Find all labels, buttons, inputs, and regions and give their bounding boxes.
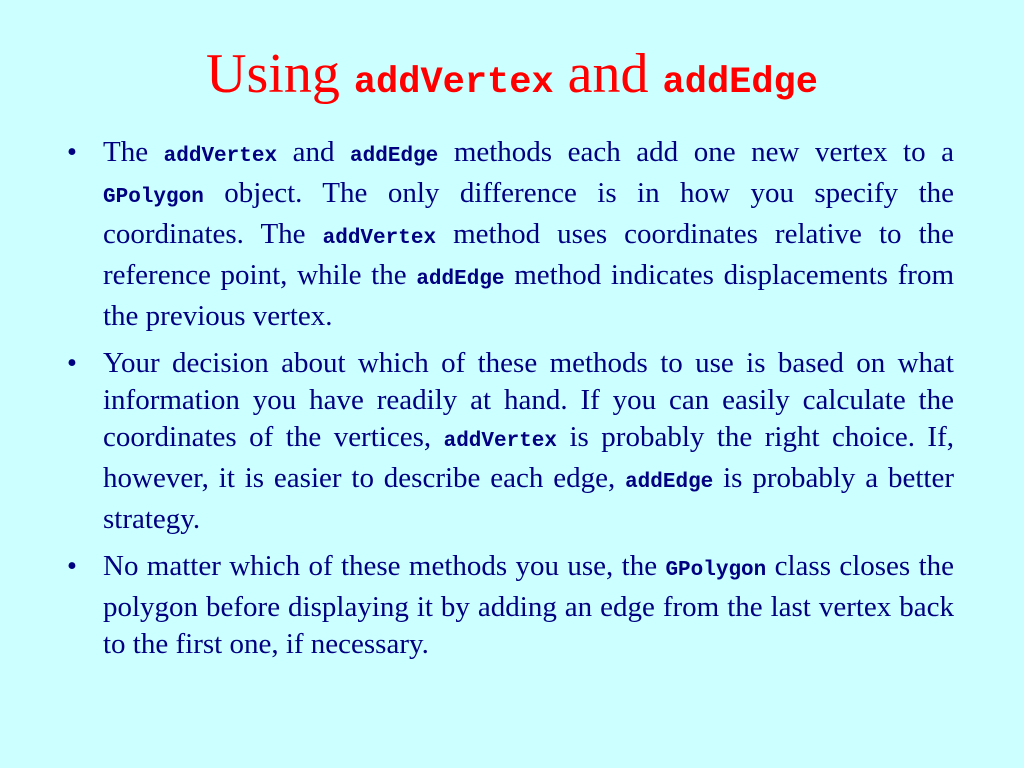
- text-run: is probably the right choice. If, however, it is easier to describe each edge,: [103, 421, 954, 494]
- code-term: GPolygon: [665, 559, 767, 582]
- text-run: The: [103, 136, 164, 168]
- text-run: method indicates displacements from the previous vertex.: [103, 259, 954, 332]
- code-term: addVertex: [322, 227, 437, 250]
- code-term: addEdge: [625, 471, 714, 494]
- text-run: class closes the polygon before displaying it by adding an edge from the last vertex back to the first one, if necessary.: [103, 550, 955, 660]
- bullet-item: [62, 548, 954, 663]
- title-word-and: and: [567, 43, 649, 105]
- text-run: No matter which of these methods you use, the: [103, 550, 666, 582]
- code-term: GPolygon: [103, 186, 204, 209]
- text-run: is probably a better strategy.: [103, 462, 954, 535]
- bullet-item: [62, 345, 954, 538]
- code-term: addVertex: [163, 145, 278, 168]
- text-run: methods each add one new vertex to a: [438, 136, 954, 168]
- bullet-text: [103, 136, 954, 332]
- bullet-list: [62, 134, 954, 673]
- bullet-text: [103, 347, 954, 535]
- bullet-dot-icon: •: [66, 347, 78, 379]
- text-run: method uses coordinates relative to the reference point, while the: [103, 218, 954, 291]
- title-code-addedge: addEdge: [662, 62, 818, 104]
- title-word-using: Using: [206, 43, 340, 105]
- bullet-item: [62, 134, 954, 335]
- slide-title: [0, 38, 1024, 119]
- text-run: Your decision about which of these methods to use is based on what information you have readily at hand. If you can easily calculate the coordinates of the vertices,: [103, 347, 954, 453]
- bullet-text: [103, 550, 954, 660]
- title-code-addvertex: addVertex: [353, 62, 554, 104]
- code-term: addEdge: [416, 268, 505, 291]
- code-term: addEdge: [350, 145, 439, 168]
- bullet-dot-icon: •: [66, 136, 78, 168]
- text-run: and: [277, 136, 351, 168]
- text-run: object. The only difference is in how you specify the coordinates. The: [103, 177, 954, 250]
- code-term: addVertex: [443, 430, 558, 453]
- bullet-dot-icon: •: [66, 550, 78, 582]
